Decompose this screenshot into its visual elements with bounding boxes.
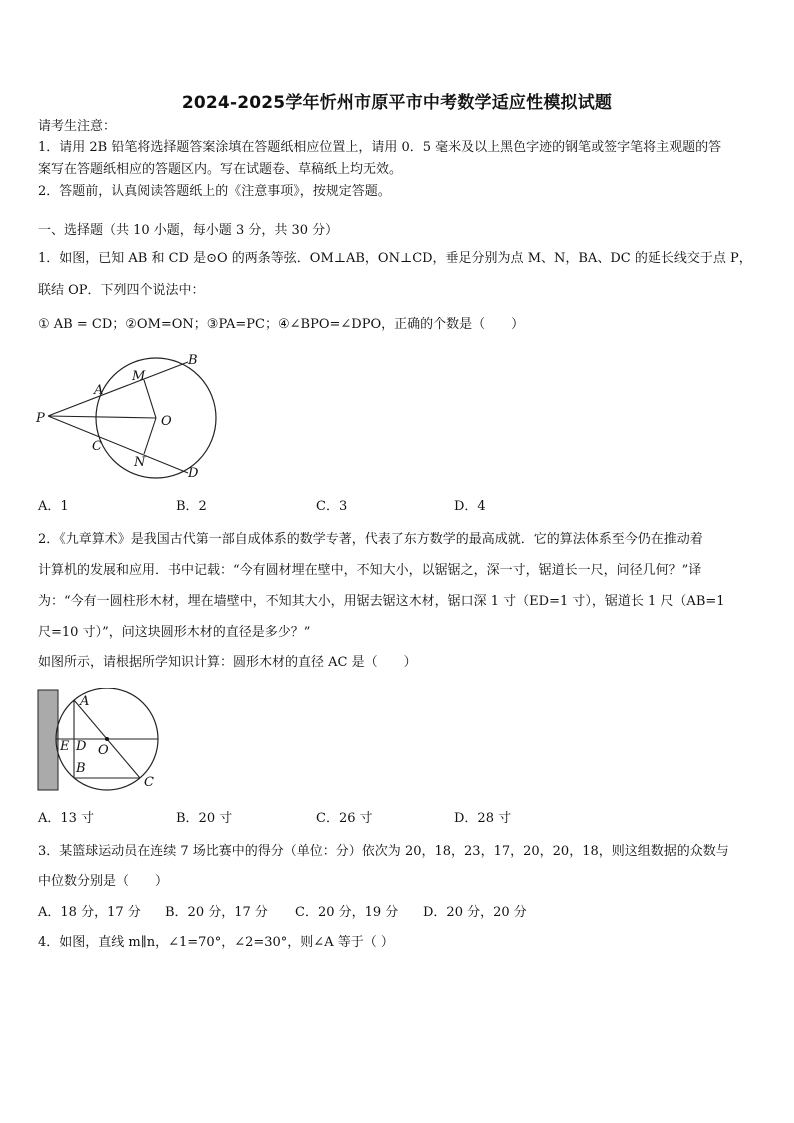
q3-option-a[interactable]: A．18 分，17 分 bbox=[38, 905, 141, 920]
q1-line-on bbox=[144, 418, 156, 454]
q1-label-o: O bbox=[161, 414, 172, 429]
q2-question: 如图所示，请根据所学知识计算：圆形木材的直径 AC 是（ ） bbox=[38, 655, 417, 670]
page-title: 2024-2025学年忻州市原平市中考数学适应性模拟试题 bbox=[181, 93, 613, 113]
q2-stem-cont-1: 计算机的发展和应用．书中记载：“今有圆材埋在壁中，不知大小，以锯锯之，深一寸，锯道长一尺，问径几何？”译 bbox=[38, 563, 702, 578]
q1-stem: 1．如图，已知 AB 和 CD 是⊙O 的两条等弦．OM⊥AB，ON⊥CD，垂足分别为点 M、N，BA、DC 的延长线交于点 P， bbox=[38, 251, 752, 266]
q4-stem: 4．如图，直线 m∥n，∠1=70°，∠2=30°，则∠A 等于（ ） bbox=[38, 935, 394, 950]
q3-stem: 3．某篮球运动员在连续 7 场比赛中的得分（单位：分）依次为 20，18，23，17，20，20，18，则这组数据的众数与 bbox=[38, 844, 729, 859]
q1-circle-figure bbox=[30, 350, 230, 485]
q1-option-c[interactable]: C．3 bbox=[316, 499, 348, 514]
q1-line-po bbox=[48, 416, 156, 418]
q1-label-p: P bbox=[36, 411, 45, 426]
q1-line-om bbox=[144, 380, 156, 418]
q2-label-e: E bbox=[60, 739, 70, 754]
q1-option-a[interactable]: A．1 bbox=[38, 499, 69, 514]
q2-stem: 2．《九章算术》是我国古代第一部自成体系的数学专著，代表了东方数学的最高成就．它的算法体系至今仍在推动着 bbox=[38, 532, 703, 547]
q3-option-d[interactable]: D．20 分，20 分 bbox=[423, 905, 527, 920]
q2-option-c[interactable]: C．26 寸 bbox=[316, 811, 373, 826]
q2-label-a: A bbox=[80, 694, 90, 709]
q2-label-o: O bbox=[98, 743, 109, 758]
q1-label-n: N bbox=[134, 455, 146, 470]
q1-label-d: D bbox=[188, 466, 199, 481]
notice-item-1: 1．请用 2B 铅笔将选择题答案涂填在答题纸相应位置上，请用 0．5 毫米及以上黑色字迹的钢笔或签字笔将主观题的答 bbox=[38, 140, 722, 155]
q2-label-d: D bbox=[76, 739, 87, 754]
q1-label-b: B bbox=[188, 353, 198, 368]
notice-item-1-cont: 案写在答题纸相应的答题区内。写在试题卷、草稿纸上均无效。 bbox=[38, 162, 403, 177]
q2-stem-cont-2: 为：“今有一圆柱形木材，埋在墙壁中，不知其大小，用锯去锯这木材，锯口深 1 寸（ED=1 寸），锯道长 1 尺（AB=1 bbox=[38, 594, 725, 609]
q1-label-m: M bbox=[132, 369, 146, 384]
q2-option-b[interactable]: B．20 寸 bbox=[176, 811, 233, 826]
q1-stem-cont: 联结 OP．下列四个说法中： bbox=[38, 283, 205, 298]
q3-option-c[interactable]: C．20 分，19 分 bbox=[295, 905, 399, 920]
q1-line-pb bbox=[48, 362, 188, 416]
q1-label-a: A bbox=[94, 383, 104, 398]
q3-options bbox=[38, 904, 758, 922]
notice-item-2: 2．答题前，认真阅读答题纸上的《注意事项》，按规定答题。 bbox=[38, 184, 391, 199]
q2-options bbox=[38, 810, 758, 828]
q2-label-c: C bbox=[144, 775, 154, 790]
q1-options bbox=[38, 498, 758, 516]
q2-option-a[interactable]: A．13 寸 bbox=[38, 811, 95, 826]
q2-stem-cont-3: 尺=10 寸）”，问这块圆形木材的直径是多少？” bbox=[38, 625, 311, 640]
q1-option-b[interactable]: B．2 bbox=[176, 499, 207, 514]
q3-option-b[interactable]: B．20 分，17 分 bbox=[165, 905, 268, 920]
q1-label-c: C bbox=[92, 439, 102, 454]
q2-wood-figure bbox=[36, 688, 166, 794]
q3-stem-cont: 中位数分别是（ ） bbox=[38, 874, 169, 889]
q2-wall bbox=[38, 690, 58, 790]
notice-heading: 请考生注意： bbox=[38, 119, 117, 134]
q2-label-b: B bbox=[76, 761, 86, 776]
q2-option-d[interactable]: D．28 寸 bbox=[454, 811, 512, 826]
q1-statements: ① AB = CD；②OM=ON；③PA=PC；④∠BPO=∠DPO，正确的个数是（ ） bbox=[38, 317, 525, 332]
section-heading: 一、选择题（共 10 小题，每小题 3 分，共 30 分） bbox=[38, 223, 339, 238]
q1-option-d[interactable]: D．4 bbox=[454, 499, 486, 514]
q2-center-dot bbox=[105, 737, 109, 741]
